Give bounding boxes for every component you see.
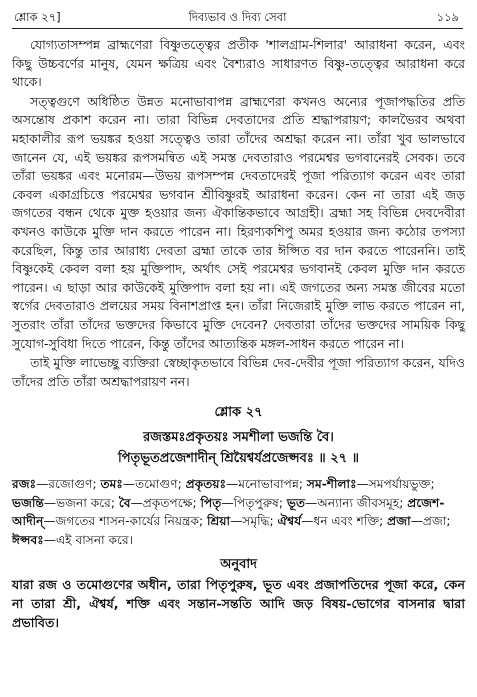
- synonym-term: ভজন্তি: [12, 495, 44, 510]
- synonym-term: সম-শীলাঃ: [306, 477, 357, 492]
- purport-paragraph-3: তাই মুক্তি লাভেচ্ছু ব্যক্তিরা স্বেচ্ছাকৃতভাবে বিভিন্ন দেব-দেবীর পূজা পরিত্যাগ করেন, যদিও তাঁদের প্রতি তাঁরা অশ্রদ্ধাপরায়ণ নন।: [12, 355, 465, 389]
- synonym-meaning: —প্রজা;: [410, 514, 451, 529]
- synonym-term: বৈ: [118, 495, 131, 510]
- synonym-term: রজঃ: [12, 477, 37, 492]
- synonym-meaning: —প্রকৃতপক্ষে;: [130, 495, 201, 510]
- synonym-meaning: —পিতৃপুরুষ;: [221, 495, 287, 510]
- synonym-meaning: —রজোগুণ;: [36, 477, 101, 492]
- synonym-meaning: —সমৃদ্ধি;: [230, 514, 278, 529]
- header-verse-ref: শ্লোক ২৭]: [14, 10, 61, 24]
- header-chapter-title: দিব্যভাব ও দিব্য সেবা: [188, 10, 287, 24]
- synonym-meaning: —সমপর্যায়ভুক্ত;: [356, 477, 435, 492]
- purport-paragraph-2: সত্ত্বগুণে অধিষ্ঠিত উন্নত মনোভাবাপন্ন ব্রাহ্মণেরা কখনও অন্যের পূজাপদ্ধতির প্রতি অসন্তোষ প্রকাশ করেন না। তারা বিভিন্ন দেবতাদের প্রতি শ্রদ্ধাপরায়ণ; কালভৈরব অথবা মহাকালীর রূপ ভয়ঙ্কর হওয়া সত্ত্বেও তারা তাঁদের অশ্রদ্ধা করেন না। তাঁরা খুব ভালভাবে জানেন যে, এই ভয়ঙ্কর রূপসমন্বিত এই সমস্ত দেবতারাও পরমেশ্বর ভগবানেরই সেবক। তবে তাঁরা ভয়ঙ্কর এবং মনোরম—উভয় রূপসম্পন্ন দেবতাদেরই পূজা পরিত্যাগ করেন এবং তারা কেবল একাগ্রচিত্তে পরমেশ্বর ভগবান শ্রীবিষ্ণুরই আরাধনা করেন। কেন না তারা এই জড় জগতের বন্ধন থেকে মুক্ত হওয়ার জন্য ঐকান্তিকভাবে আগ্রহী। ব্রহ্মা সহ বিভিন্ন দেবদেবীরা কখনও কাউকে মুক্তি দান করতে পারেন না। হিরণ্যকশিপু অমর হওয়ার জন্য কঠোর তপস্যা করেছিল, কিন্তু তার আরাধ্য দেবতা ব্রহ্মা তাকে তার ঈপ্সিত বর দান করতে পারেননি। তাই বিষ্ণুকেই কেবল বলা হয় মুক্তিপাদ, অর্থাৎ সেই পরমেশ্বর ভগবানই কেবল মুক্তি দান করতে পারেন। এ ছাড়া আর কাউকেই মুক্তিপাদ বলা হয় না। এই জগতের অন্য সমস্ত জীবের মতো স্বর্গের দেবতারাও প্রলয়ের সময় বিনাশপ্রাপ্ত হন। তাঁরা নিজেরাই মুক্তি লাভ করতে পারেন না, সুতরাং তাঁরা তাঁদের ভক্তদের কিভাবে মুক্তি দেবেন? দেবতারা তাঁদের ভক্তদের সাময়িক কিছু সুযোগ-সুবিধা দিতে পারেন, কিন্তু তাঁদের আত্যন্তিক মঙ্গল-সাধন করতে পারেন না।: [12, 93, 465, 351]
- synonym-term: শ্রিয়া: [207, 514, 231, 529]
- verse-line-1: রজস্তমঃপ্রকৃতয়ঃ সমশীলা ভজন্তি বৈ।: [143, 430, 334, 446]
- page-body: [12, 36, 465, 632]
- verse-text: [12, 427, 465, 469]
- synonym-term: প্রজা: [387, 514, 411, 529]
- synonym-meaning: —তমোগুণ;: [122, 477, 186, 492]
- synonym-meaning: —জগতের শাসন-কার্যের নিয়ন্ত্রক;: [43, 514, 208, 529]
- purport-paragraph-1: যোগ্যতাসম্পন্ন ব্রাহ্মণেরা বিষ্ণুতত্ত্বের প্রতীক 'শালগ্রাম-শিলার' আরাধনা করেন, এবং কিছু উচ্চবর্ণের মানুষ, যেমন ক্ষত্রিয় এবং বৈশ্যরাও সাধারণত বিষ্ণু-তত্ত্বের আরাধনা করে থাকে।: [12, 37, 465, 90]
- translation-text: যারা রজ ও তমোগুণের অধীন, তারা পিতৃপুরুষ, ভূত এবং প্রজাপতিদের পূজা করে, কেন না তারা শ্রী, ঐশ্বর্য, শক্তি এবং সন্তান-সন্ততি আদি জড় বিষয়-ভোগের বাসনার দ্বারা প্রভাবিত।: [12, 577, 465, 631]
- translation-title: অনুবাদ: [220, 557, 257, 573]
- synonym-term: পিতৃ: [200, 495, 222, 510]
- synonym-meaning: —ভজনা করে;: [43, 495, 119, 510]
- synonym-term: ভূত: [286, 495, 306, 510]
- word-for-word-synonyms: [12, 475, 465, 549]
- synonym-meaning: —অন্যান্য জীবসমূহ;: [305, 495, 408, 510]
- page-number: ১১৯: [436, 10, 459, 24]
- synonym-term: ঐশ্বর্য: [277, 514, 302, 529]
- synonym-meaning: —ধন এবং শক্তি;: [301, 514, 388, 529]
- synonym-meaning: —এই বাসনা করে।: [43, 532, 134, 547]
- verse-line-2: পিতৃভূতপ্রজেশাদীন্ শ্রিয়ৈশ্বর্যপ্রজেপ্সবঃ ॥ ২৭ ॥: [118, 451, 359, 467]
- synonym-meaning: —মনোভাবাপন্ন;: [226, 477, 307, 492]
- synonym-term: প্রজেশ-আদীন্: [12, 495, 445, 529]
- running-header: [12, 6, 463, 29]
- synonym-term: ঈপ্সবঃ: [12, 532, 44, 547]
- verse-title: শ্লোক ২৭: [214, 405, 263, 421]
- synonym-term: প্রকৃতয়ঃ: [185, 477, 227, 492]
- synonym-term: তমঃ: [100, 477, 123, 492]
